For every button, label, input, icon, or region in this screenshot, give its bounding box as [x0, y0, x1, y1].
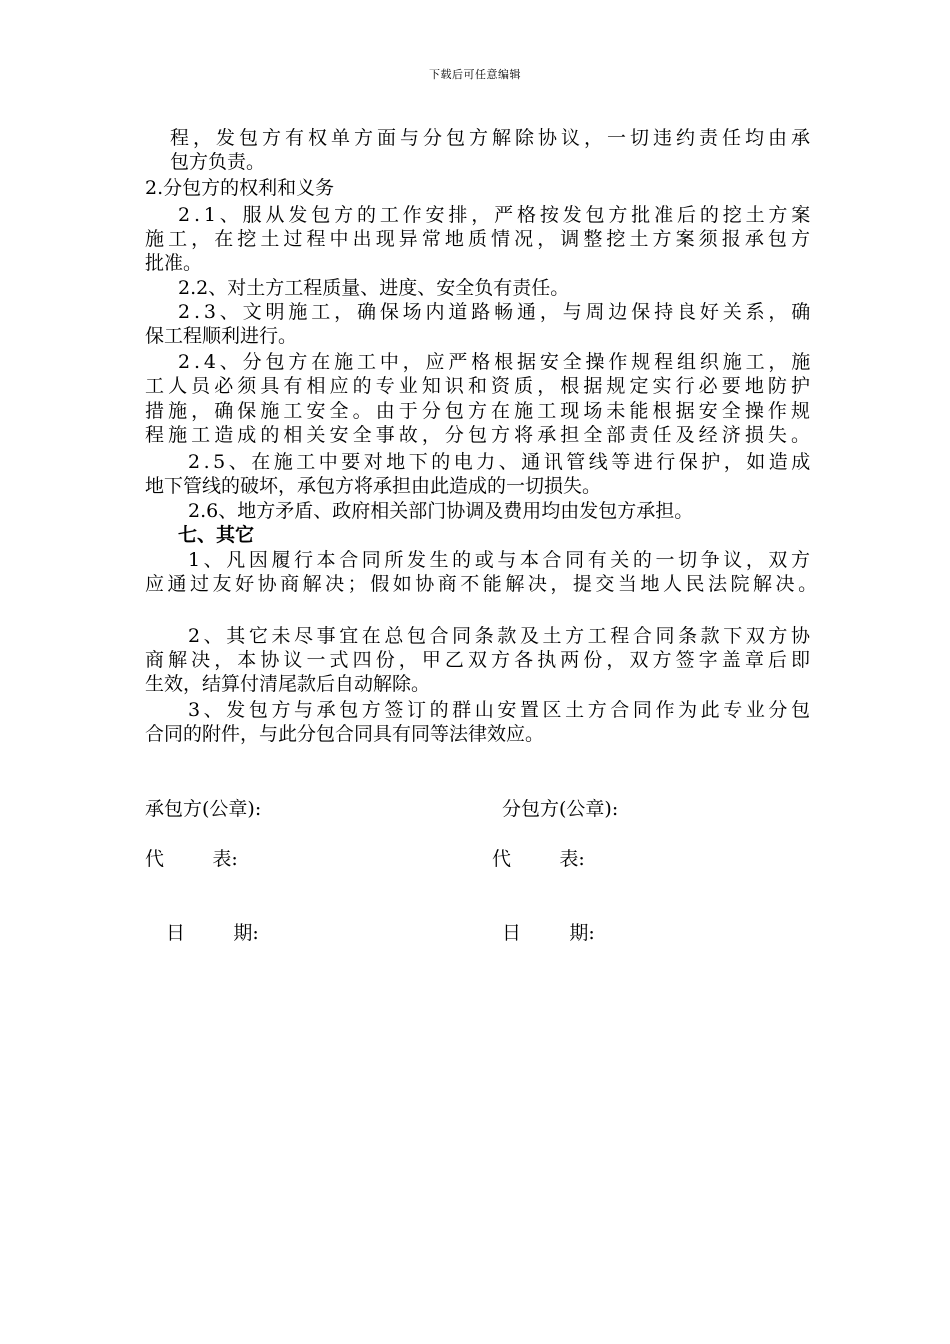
subcontractor-date-label: 日 期:: [502, 922, 595, 944]
text-line: 1、凡因履行本合同所发生的或与本合同有关的一切争议，双方: [188, 549, 814, 571]
text-line: 批准。: [145, 252, 203, 274]
text-line: 合同的附件，与此分包合同具有同等法律效应。: [145, 723, 545, 745]
text-line: 3、发包方与承包方签订的群山安置区土方合同作为此专业分包: [188, 699, 814, 721]
section-heading: 七、其它: [178, 524, 255, 546]
contractor-seal-label: 承包方(公章):: [145, 798, 262, 820]
text-line: 生效，结算付清尾款后自动解除。: [145, 673, 431, 695]
page-header: 下载后可任意编辑: [429, 68, 521, 81]
subcontractor-seal-label: 分包方(公章):: [502, 798, 619, 820]
contractor-date-label: 日 期:: [166, 922, 259, 944]
text-line: 程，发包方有权单方面与分包方解除协议，一切违约责任均由承: [170, 127, 815, 149]
text-line: 2.2、对土方工程质量、进度、安全负有责任。: [178, 277, 570, 299]
text-line: 包方负责。: [170, 151, 266, 173]
text-line: 2.1、服从发包方的工作安排，严格按发包方批准后的挖土方案: [178, 204, 815, 226]
text-line: 2.3、文明施工，确保场内道路畅通，与周边保持良好关系，确: [178, 301, 815, 323]
text-line: 工人员必须具有相应的专业知识和资质，根据规定实行必要地防护: [145, 375, 815, 397]
subcontractor-representative-label: 代 表:: [492, 848, 585, 870]
text-line: 应通过友好协商解决；假如协商不能解决，提交当地人民法院解决。: [145, 573, 821, 595]
text-line: 2.4、分包方在施工中，应严格根据安全操作规程组织施工，施: [178, 351, 815, 373]
section-heading: 2.分包方的权利和义务: [145, 177, 335, 199]
text-line: 商解决，本协议一式四份，甲乙双方各执两份，双方签字盖章后即: [145, 649, 815, 671]
text-line: 施工，在挖土过程中出现异常地质情况，调整挖土方案须报承包方: [145, 228, 815, 250]
text-line: 2.5、在施工中要对地下的电力、通讯管线等进行保护，如造成: [188, 451, 814, 473]
text-line: 程施工造成的相关安全事故，分包方将承担全部责任及经济损失。: [145, 424, 815, 446]
contractor-representative-label: 代 表:: [145, 848, 238, 870]
text-line: 2、其它未尽事宜在总包合同条款及土方工程合同条款下双方协: [188, 625, 814, 647]
text-line: 地下管线的破坏，承包方将承担由此造成的一切损失。: [145, 475, 602, 497]
text-line: 2.6、地方矛盾、政府相关部门协调及费用均由发包方承担。: [188, 500, 694, 522]
text-line: 保工程顺利进行。: [145, 325, 298, 347]
text-line: 措施，确保施工安全。由于分包方在施工现场未能根据安全操作规: [145, 400, 815, 422]
